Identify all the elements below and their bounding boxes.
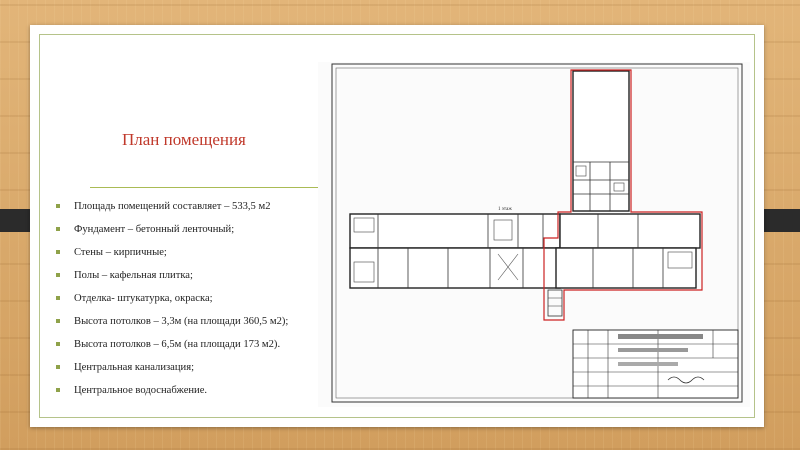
bullet-icon — [56, 365, 60, 369]
floor-plan-image — [318, 62, 750, 407]
bullet-text: Центральная канализация; — [74, 362, 195, 373]
bullet-text: Полы – кафельная плитка; — [74, 270, 193, 281]
title-underline — [90, 187, 318, 188]
plan-floor-label: 1 этаж — [498, 207, 512, 212]
bullet-text: Высота потолков – 6,5м (на площади 173 м2). — [74, 339, 281, 350]
bullet-text: Фундамент – бетонный ленточный; — [74, 224, 235, 235]
floor-plan-drawing — [318, 62, 750, 407]
bullet-icon — [56, 250, 60, 254]
plan-title-block — [573, 330, 738, 398]
bullet-icon — [56, 319, 60, 323]
bullet-icon — [56, 342, 60, 346]
bullet-text: Отделка- штукатурка, окраска; — [74, 293, 213, 304]
bullet-icon — [56, 227, 60, 231]
bullet-text: Площадь помещений составляет – 533,5 м2 — [74, 201, 271, 212]
plan-tower — [573, 71, 629, 211]
bullet-icon — [56, 273, 60, 277]
bullet-text: Стены – кирпичные; — [74, 247, 167, 258]
slide — [30, 25, 764, 427]
bullet-icon — [56, 204, 60, 208]
bullet-icon — [56, 388, 60, 392]
plan-main-building — [350, 214, 700, 316]
bullet-text: Центральное водоснабжение. — [74, 385, 208, 396]
slide-title: План помещения — [122, 130, 246, 149]
bullet-icon — [56, 296, 60, 300]
bullet-text: Высота потолков – 3,3м (на площади 360,5 м2); — [74, 316, 289, 327]
